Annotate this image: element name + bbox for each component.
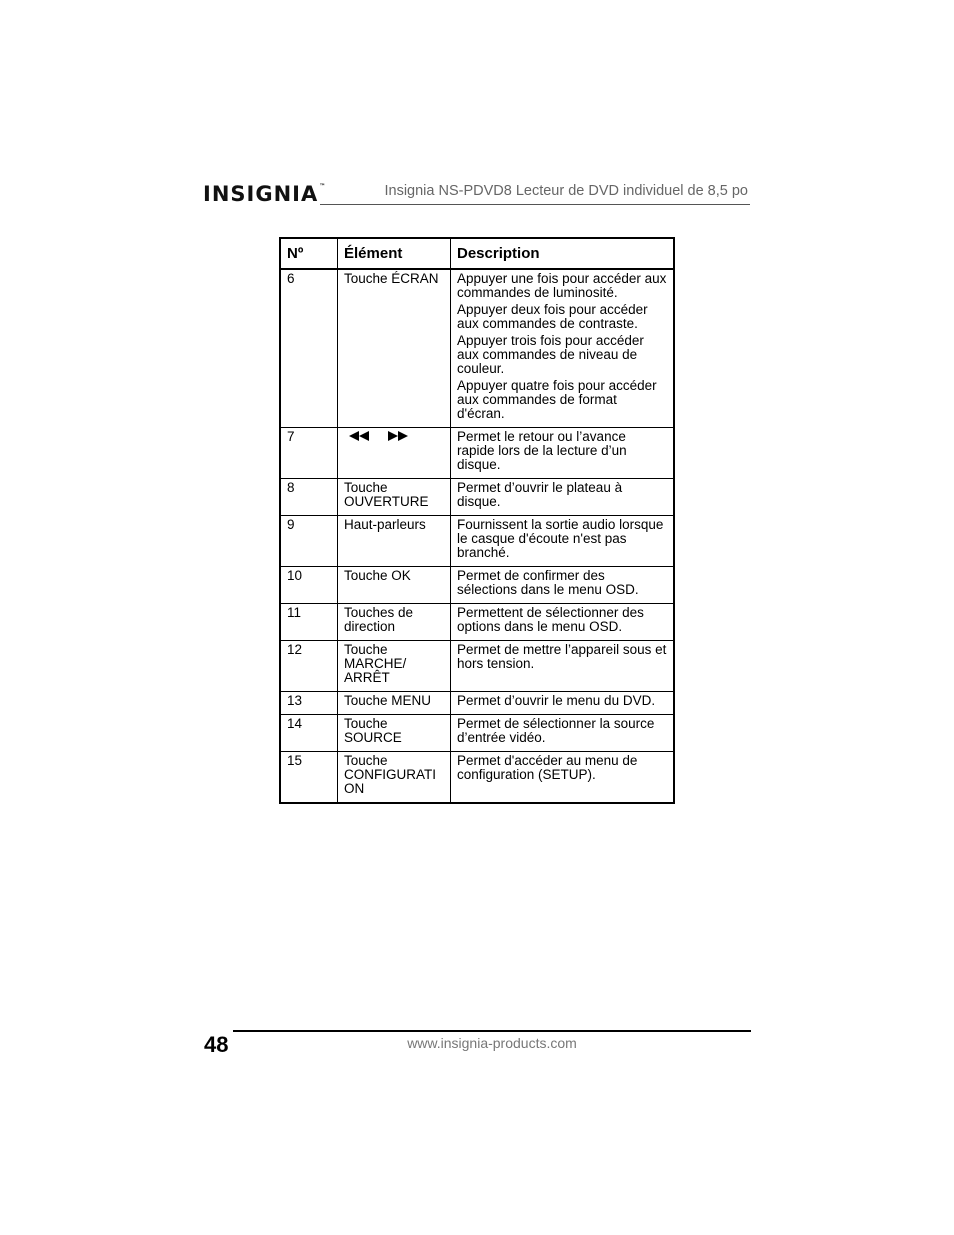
table-row <box>280 604 674 641</box>
row-element: Touche MARCHE/ ARRÊT <box>338 641 451 692</box>
row-num: 15 <box>280 752 338 804</box>
description-line: Permet le retour ou l’avance rapide lors de la lecture d’un disque. <box>457 429 627 472</box>
row-num: 12 <box>280 641 338 692</box>
row-num: 8 <box>280 479 338 516</box>
row-num: 11 <box>280 604 338 641</box>
table-row <box>280 641 674 692</box>
table-row <box>280 715 674 752</box>
row-num: 7 <box>280 428 338 479</box>
row-num: 6 <box>280 269 338 428</box>
row-description <box>451 479 675 516</box>
description-line: Permet d’ouvrir le menu du DVD. <box>457 693 656 708</box>
row-description <box>451 752 675 804</box>
items-table <box>279 237 675 804</box>
row-description <box>451 428 675 479</box>
row-num: 13 <box>280 692 338 715</box>
description-line: Permet de confirmer des sélections dans le menu OSD. <box>457 568 639 597</box>
row-element <box>338 428 451 479</box>
description-line: Appuyer quatre fois pour accéder aux commandes de format d'écran. <box>457 378 657 421</box>
row-element: Haut-parleurs <box>338 516 451 567</box>
row-element: Touche MENU <box>338 692 451 715</box>
row-description <box>451 641 675 692</box>
description-line: Appuyer deux fois pour accéder aux commandes de contraste. <box>457 302 648 331</box>
header-description: Description <box>451 238 675 269</box>
table-row <box>280 752 674 804</box>
logo-text: INSIGNIA <box>203 182 319 206</box>
header-title: Insignia NS-PDVD8 Lecteur de DVD individuel de 8,5 po <box>384 183 748 199</box>
description-line: Permet de sélectionner la source d’entrée vidéo. <box>457 716 655 745</box>
row-num: 14 <box>280 715 338 752</box>
description-line: Permet de mettre l’appareil sous et hors tension. <box>457 642 667 671</box>
header-element: Élément <box>338 238 451 269</box>
row-description <box>451 715 675 752</box>
row-description <box>451 604 675 641</box>
row-description <box>451 567 675 604</box>
table-row <box>280 692 674 715</box>
row-description <box>451 269 675 428</box>
description-line: Permet d'accéder au menu de configuration (SETUP). <box>457 753 638 782</box>
table-row <box>280 479 674 516</box>
row-element: Touche ÉCRAN <box>338 269 451 428</box>
row-element: Touche OUVERTURE <box>338 479 451 516</box>
table-row <box>280 428 674 479</box>
row-element: Touche SOURCE <box>338 715 451 752</box>
description-line: Appuyer une fois pour accéder aux commandes de luminosité. <box>457 271 667 300</box>
header-num: Nº <box>280 238 338 269</box>
description-line: Fournissent la sortie audio lorsque le casque d'écoute n'est pas branché. <box>457 517 664 560</box>
row-element: Touches de direction <box>338 604 451 641</box>
description-line: Appuyer trois fois pour accéder aux commandes de niveau de couleur. <box>457 333 644 376</box>
row-num: 9 <box>280 516 338 567</box>
description-line: Permet d’ouvrir le plateau à disque. <box>457 480 623 509</box>
row-description <box>451 516 675 567</box>
rewind-icon <box>348 430 370 444</box>
header-rule <box>320 204 750 205</box>
table-header-row <box>280 238 674 269</box>
table-row <box>280 269 674 428</box>
row-element: Touche CONFIGURATI ON <box>338 752 451 804</box>
trademark-mark: ™ <box>319 183 327 190</box>
row-element: Touche OK <box>338 567 451 604</box>
fast-forward-icon <box>387 430 409 444</box>
brand-logo <box>203 184 326 205</box>
row-num: 10 <box>280 567 338 604</box>
table-row <box>280 516 674 567</box>
footer-url: www.insignia-products.com <box>407 1035 577 1051</box>
table-row <box>280 567 674 604</box>
page-number: 48 <box>204 1032 229 1057</box>
row-description <box>451 692 675 715</box>
footer-rule <box>233 1030 751 1032</box>
description-line: Permettent de sélectionner des options dans le menu OSD. <box>457 605 644 634</box>
